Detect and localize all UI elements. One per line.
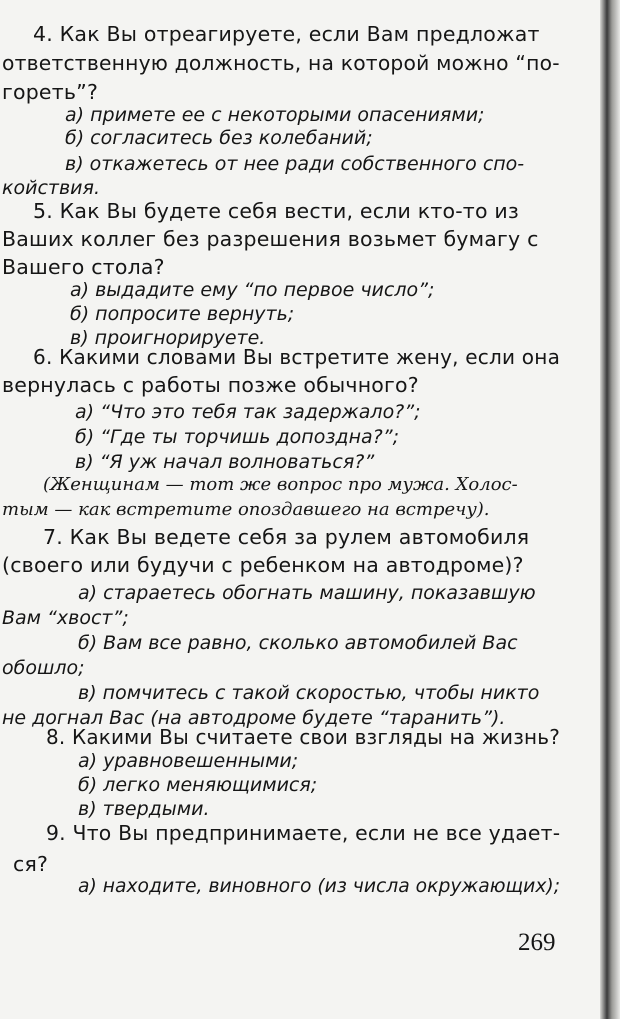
question-5-answer-b: б) попросите вернуть; xyxy=(70,303,295,325)
question-5-line-1: 5. Как Вы будете себя вести, если кто-то из xyxy=(33,199,520,223)
question-6-answer-c: в) “Я уж начал волноваться?” xyxy=(75,451,375,473)
question-4-answer-b: б) согласитесь без колебаний; xyxy=(65,127,373,149)
question-5-answer-c: в) проигнорируете. xyxy=(70,327,266,349)
question-6-note-line-2: тым — как встретите опоздавшего на встречу). xyxy=(2,499,490,520)
question-5-line-2: Ваших коллег без разрешения возьмет бумагу с xyxy=(2,227,539,251)
question-8-answer-b: б) легко меняющимися; xyxy=(78,774,318,796)
question-4-answer-c-line-1: в) откажетесь от нее ради собственного спо- xyxy=(65,153,525,175)
question-7-answer-c-line-1: в) помчитесь с такой скоростью, чтобы никто xyxy=(78,682,540,704)
question-6-answer-a: а) “Что это тебя так задержало?”; xyxy=(75,401,421,423)
question-6-line-1: 6. Какими словами Вы встретите жену, если она xyxy=(33,345,561,369)
question-4-answer-a: а) примете ее с некоторыми опасениями; xyxy=(65,104,485,126)
question-7-line-2: (своего или будучи с ребенком на автодроме)? xyxy=(2,553,524,577)
question-4-line-3: гореть”? xyxy=(2,80,99,104)
question-5-answer-a: а) выдадите ему “по первое число”; xyxy=(70,279,435,301)
question-7-answer-b-line-2: обошло; xyxy=(2,657,85,679)
question-4-line-1: 4. Как Вы отреагируете, если Вам предложат xyxy=(33,22,540,46)
question-7-answer-a-line-2: Вам “хвост”; xyxy=(2,607,129,629)
page-edge-shadow xyxy=(600,0,620,1019)
question-8-answer-a: а) уравновешенными; xyxy=(78,750,299,772)
question-4-line-2: ответственную должность, на которой можно “по- xyxy=(2,51,560,75)
question-9-line-2: ся? xyxy=(13,852,49,876)
page-number: 269 xyxy=(518,929,556,956)
question-9-line-1: 9. Что Вы предпринимаете, если не все удает- xyxy=(46,821,561,845)
question-9-answer-a: а) находите, виновного (из числа окружающих); xyxy=(78,875,561,897)
question-6-answer-b: б) “Где ты торчишь допоздна?”; xyxy=(75,426,399,448)
question-7-line-1: 7. Как Вы ведете себя за рулем автомобиля xyxy=(43,525,530,549)
question-6-line-2: вернулась с работы позже обычного? xyxy=(2,373,419,397)
question-7-answer-b-line-1: б) Вам все равно, сколько автомобилей Вас xyxy=(78,632,518,654)
question-8-answer-c: в) твердыми. xyxy=(78,798,210,820)
question-5-line-3: Вашего стола? xyxy=(2,255,165,279)
question-4-answer-c-line-2: койствия. xyxy=(2,177,100,199)
question-6-note-line-1: (Женщинам — тот же вопрос про мужа. Холос- xyxy=(43,474,518,495)
question-8-line-1: 8. Какими Вы считаете свои взгляды на жизнь? xyxy=(46,725,561,749)
question-7-answer-a-line-1: а) стараетесь обогнать машину, показавшую xyxy=(78,582,536,604)
question-7-answer-c-line-2: не догнал Вас (на автодроме будете “таранить”). xyxy=(2,707,506,729)
